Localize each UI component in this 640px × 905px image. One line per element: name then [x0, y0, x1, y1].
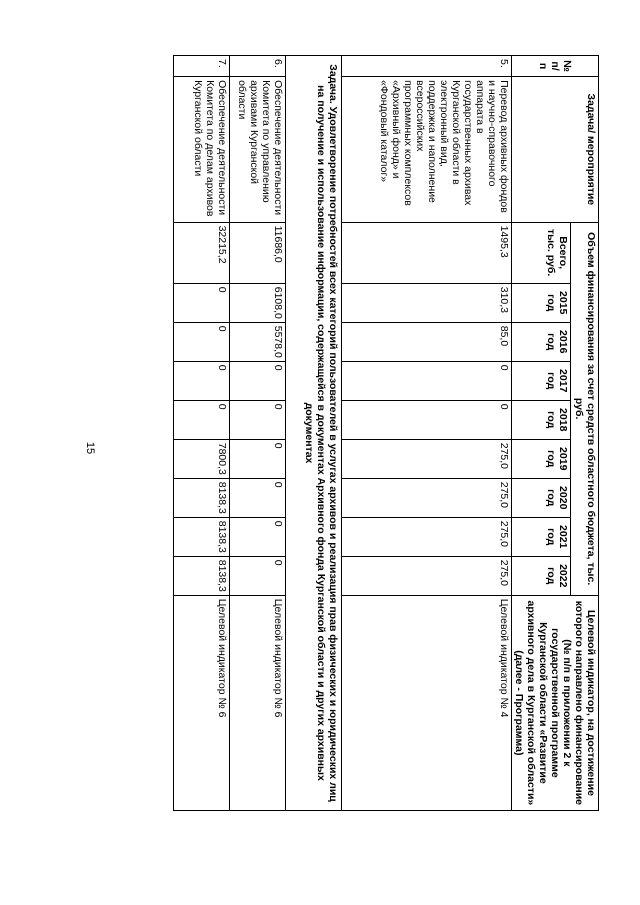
- header-year: 2021 год: [512, 517, 571, 556]
- row-value: 0: [174, 283, 230, 322]
- row-value: 0: [174, 361, 230, 400]
- row-value: 275,0: [342, 478, 512, 517]
- header-task: Задача/ мероприятие: [512, 77, 599, 223]
- row-name: Перевод архивных фондов и научно-справочного аппарата в государственных архивах Курганской области в электронный вид, поддержка и наполнение всероссийских программных комплексов «Архивный фонд» и «Фондовый каталог»: [342, 77, 512, 223]
- row-indicator: Целевой индикатор № 6: [174, 595, 230, 810]
- header-indicator: Целевой индикатор, на достижение которого направлено финансирование (№ п/п в приложении 2 к государственной программе Курганской области «Развитие архивного дела в Курганской области» (далее - Программа): [512, 595, 599, 810]
- row-value: 85,0: [342, 322, 512, 361]
- row-value: 7800,3: [174, 439, 230, 478]
- row-num: 5.: [342, 56, 512, 77]
- header-num: № п/п: [512, 56, 599, 77]
- row-value: 310,3: [342, 283, 512, 322]
- row-value: 0: [174, 322, 230, 361]
- row-value: 5578,0: [230, 322, 286, 361]
- landscape-sheet: [112, 55, 599, 811]
- row-value: 8138,3: [174, 517, 230, 556]
- task-row: [286, 56, 342, 811]
- row-total: 11686,0: [230, 222, 286, 283]
- row-total: 1495,3: [342, 222, 512, 283]
- row-name: Обеспечение деятельности Комитета по делам архивов Курганской области: [174, 77, 230, 223]
- row-value: 0: [230, 556, 286, 595]
- row-indicator: Целевой индикатор № 6: [230, 595, 286, 810]
- row-indicator: Целевой индикатор № 4: [342, 595, 512, 810]
- header-year: 2019 год: [512, 439, 571, 478]
- row-name: Обеспечение деятельности Комитета по управлению архивами Курганской области: [230, 77, 286, 223]
- row-value: 6108,0: [230, 283, 286, 322]
- header-funding-group: Объем финансирования за счет средств областного бюджета, тыс. руб.: [571, 222, 599, 595]
- header-year: 2017 год: [512, 361, 571, 400]
- header-year: 2016 год: [512, 322, 571, 361]
- row-value: 8138,3: [174, 556, 230, 595]
- header-year: 2020 год: [512, 478, 571, 517]
- funding-table: [173, 55, 599, 811]
- row-value: 0: [230, 439, 286, 478]
- row-value: 0: [230, 478, 286, 517]
- row-value: 0: [230, 517, 286, 556]
- header-total: Всего, тыс. руб.: [512, 222, 571, 283]
- row-value: 0: [230, 361, 286, 400]
- table-row: [342, 56, 512, 811]
- rotated-table-frame: [112, 55, 599, 811]
- table-row: [174, 56, 230, 811]
- row-value: 0: [230, 400, 286, 439]
- row-total: 32215,2: [174, 222, 230, 283]
- row-value: 275,0: [342, 556, 512, 595]
- row-num: 7.: [174, 56, 230, 77]
- row-value: 275,0: [342, 517, 512, 556]
- row-value: 0: [342, 361, 512, 400]
- row-num: 6.: [230, 56, 286, 77]
- row-value: 8138,3: [174, 478, 230, 517]
- table-row: [230, 56, 286, 811]
- row-value: 0: [174, 400, 230, 439]
- row-value: 0: [342, 400, 512, 439]
- header-year: 2015 год: [512, 283, 571, 322]
- header-year: 2022 год: [512, 556, 571, 595]
- row-value: 275,0: [342, 439, 512, 478]
- header-year: 2018 год: [512, 400, 571, 439]
- task-text: Задача. Удовлетворение потребностей всех категорий пользователей в услугах архивов и реализация прав физических и юридических лиц на получение и использование информации, содержащейся в документах Архивного фонда Курганской области и других архивных документах: [286, 56, 342, 811]
- page-number: 15: [84, 441, 97, 455]
